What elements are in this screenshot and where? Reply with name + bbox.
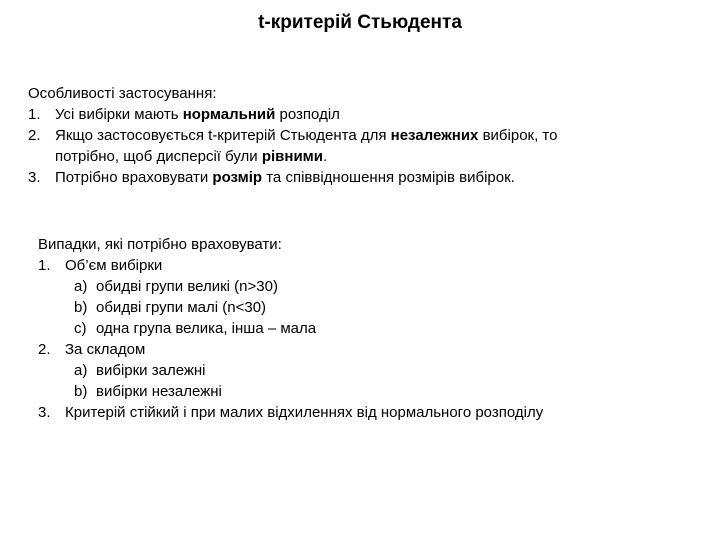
- numbered-item: [0, 125, 710, 146]
- sub-item: [0, 297, 710, 318]
- item-text: Об’єм вибірки: [65, 257, 163, 274]
- slide-title: t-критерій Стьюдента: [258, 12, 462, 33]
- item-text: та співвідношення розмірів вибірок.: [262, 169, 515, 186]
- sub-item-text: одна група велика, інша – мала: [96, 320, 317, 337]
- sub-item-text: вибірки незалежні: [96, 383, 222, 400]
- section-heading: Випадки, які потрібно враховувати:: [38, 236, 282, 253]
- item-number: 3.: [38, 404, 51, 421]
- item-number: 1.: [38, 257, 51, 274]
- item-number: 2.: [28, 127, 41, 144]
- numbered-item: [0, 339, 710, 360]
- sub-item: [0, 276, 710, 297]
- sub-item-letter: c): [74, 320, 87, 337]
- sub-item-text: обидві групи великі (n>30): [96, 278, 278, 295]
- emphasis-text: розмір: [212, 169, 263, 186]
- item-continuation: [0, 146, 710, 167]
- sub-item-letter: a): [74, 362, 88, 379]
- item-text: Якщо застосовується t-критерій Стьюдента для: [55, 127, 391, 144]
- numbered-item: [0, 402, 710, 423]
- section-heading: Особливості застосування:: [28, 85, 217, 102]
- usage-features-block: [0, 83, 710, 188]
- item-text: .: [323, 148, 328, 165]
- item-text: вибірок, то: [478, 127, 558, 144]
- sub-item-letter: b): [74, 383, 88, 400]
- sub-item-text: обидві групи малі (n<30): [96, 299, 267, 316]
- item-text: Критерій стійкий і при малих відхиленнях від нормального розподілу: [65, 404, 544, 421]
- numbered-item: [0, 255, 710, 276]
- item-text: Потрібно враховувати: [55, 169, 213, 186]
- item-number: 3.: [28, 169, 41, 186]
- sub-item: [0, 318, 710, 339]
- sub-item-letter: a): [74, 278, 88, 295]
- item-text: потрібно, щоб дисперсії були: [55, 148, 262, 165]
- item-text: розподіл: [275, 106, 340, 123]
- cases-block: [0, 234, 710, 423]
- item-number: 2.: [38, 341, 51, 358]
- numbered-item: [0, 104, 710, 125]
- numbered-item: [0, 167, 710, 188]
- sub-item: [0, 381, 710, 402]
- sub-item-letter: b): [74, 299, 88, 316]
- emphasis-text: незалежних: [390, 127, 479, 144]
- item-text: Усі вибірки мають: [55, 106, 183, 123]
- emphasis-text: рівними: [261, 148, 323, 165]
- item-number: 1.: [28, 106, 41, 123]
- sub-item-text: вибірки залежні: [96, 362, 206, 379]
- sub-item: [0, 360, 710, 381]
- item-text: За складом: [65, 341, 146, 358]
- emphasis-text: нормальний: [182, 106, 276, 123]
